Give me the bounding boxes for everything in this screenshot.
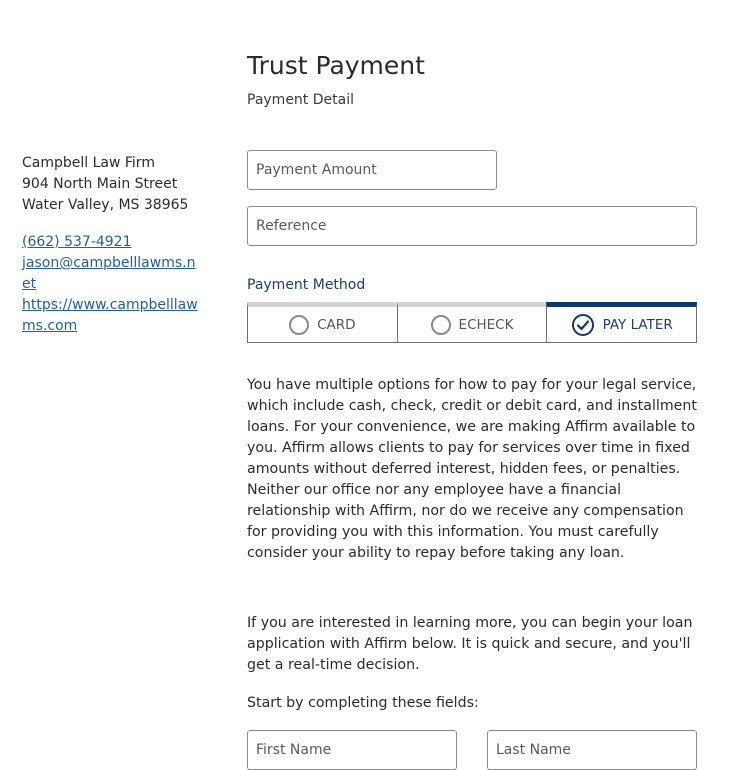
page-title: Trust Payment [247, 51, 425, 80]
firm-contact-links [22, 232, 204, 337]
affirm-info-paragraph: You have multiple options for how to pay for your legal service, which include cash, check, credit or debit card, and installment loans. For your convenience, we are making Affirm available to you. Affirm allows clients to pay for services over time in fixed amounts without deferred interest, hidden fees, or penalties. Neither our office nor any employee have a financial relationship with Affirm, nor do we receive any compensation for providing you with this information. You must carefully consider your ability to repay before taking any loan. [247, 377, 697, 561]
last-name-input[interactable] [487, 730, 697, 770]
payment-method-label: Payment Method [247, 277, 366, 293]
payment-method-selector [247, 302, 697, 343]
payment-method-card[interactable] [247, 302, 398, 343]
firm-name: Campbell Law Firm [22, 155, 155, 171]
phone-link[interactable]: (662) 537-4921 [22, 234, 132, 250]
page-subtitle: Payment Detail [247, 92, 354, 108]
payment-method-pay-later[interactable] [546, 302, 697, 343]
reference-input[interactable] [247, 206, 697, 246]
payment-method-echeck-label: ECHECK [458, 316, 514, 333]
firm-address [22, 153, 204, 216]
firm-street: 904 North Main Street [22, 176, 178, 192]
radio-unchecked-icon [431, 315, 451, 335]
firm-city: Water Valley, MS 38965 [22, 197, 189, 213]
radio-unchecked-icon [289, 315, 309, 335]
payment-method-pay-later-label: PAY LATER [602, 316, 673, 333]
payment-method-card-label: CARD [317, 316, 356, 333]
first-name-input[interactable] [247, 730, 457, 770]
affirm-interest-paragraph: If you are interested in learning more, you can begin your loan application with Affirm below. It is quick and secure, and you'll get a real-time decision. [247, 615, 693, 673]
website-link[interactable]: https://www.campbelllawms.com [22, 297, 198, 334]
payment-method-echeck[interactable] [397, 302, 548, 343]
check-circle-icon [571, 313, 595, 337]
firm-info-sidebar [22, 153, 204, 337]
payment-amount-input[interactable] [247, 150, 497, 190]
start-prompt: Start by completing these fields: [247, 695, 479, 711]
email-link[interactable]: jason@campbelllawms.net [22, 255, 196, 292]
